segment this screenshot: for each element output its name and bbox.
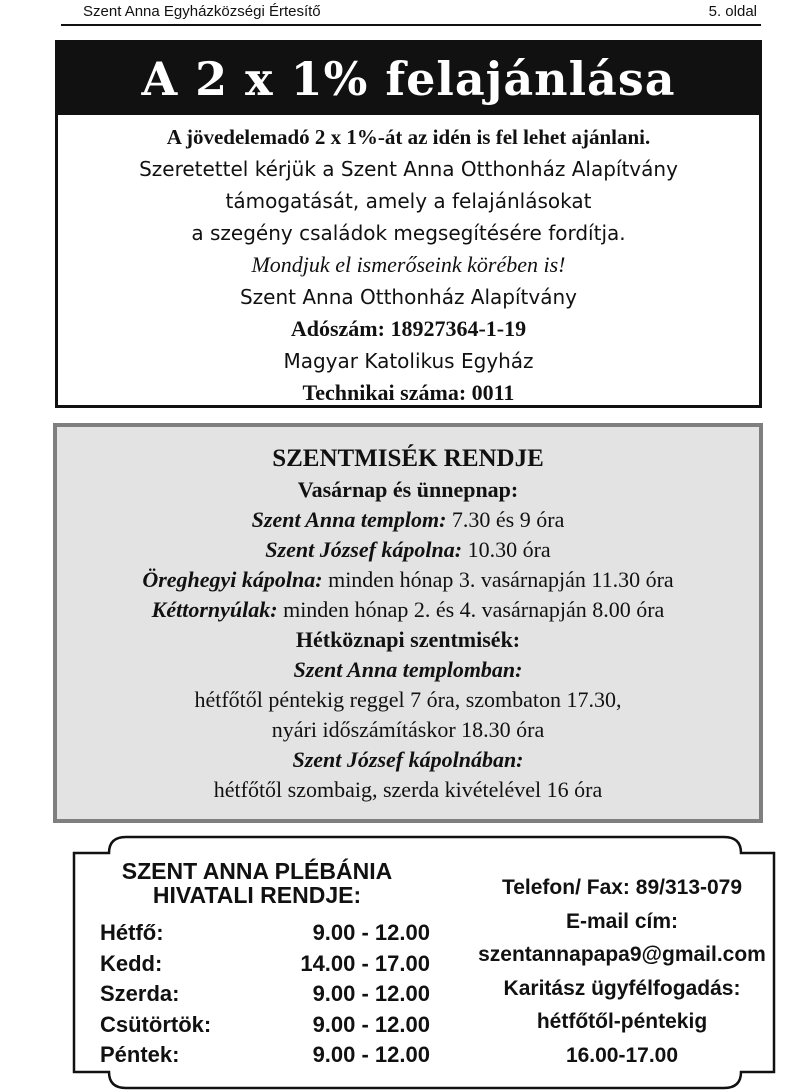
anna-church-heading: Szent Anna templomban: [293, 657, 523, 682]
foundation-name: Szent Anna Otthonház Alapítvány [239, 285, 577, 309]
office-time: 14.00 - 17.00 [300, 950, 430, 976]
email-label: E-mail cím: [565, 909, 679, 933]
office-time: 9.00 - 12.00 [312, 1042, 430, 1067]
donation-lead: A jövedelemadó 2 x 1%-át az idén is fel lehet ajánlani. [166, 125, 651, 149]
office-hours-row [100, 920, 430, 951]
caritas-label: Karitász ügyfélfogadás: [503, 976, 741, 1000]
sunday-mass-row [57, 535, 759, 565]
church-name: Magyar Katolikus Egyház [283, 349, 534, 373]
mass-place: Szent József kápolna: [265, 537, 463, 562]
jozsef-chapel-line: hétfőtől szombaig, szerda kivételével 16 óra [213, 777, 603, 802]
office-hours-row [100, 1012, 430, 1043]
contact-info [452, 871, 792, 1072]
office-hours-row [100, 1042, 430, 1073]
office-hours-row [100, 981, 430, 1012]
jozsef-chapel-heading: Szent József kápolnában: [292, 747, 524, 772]
office-hours-box [52, 833, 793, 1092]
donation-box [55, 40, 762, 408]
donation-italic: Mondjuk el ismerőseink körében is! [251, 252, 566, 277]
sunday-mass-row [57, 505, 759, 535]
caritas-days: hétfőtől-péntekig [536, 1010, 708, 1033]
office-day: Hétfő: [100, 920, 164, 945]
office-day: Kedd: [100, 950, 163, 976]
sunday-mass-row [57, 565, 759, 595]
mass-time: minden hónap 3. vasárnapján 11.30 óra [322, 567, 674, 592]
mass-place: Kéttornyúlak: [151, 597, 278, 622]
office-time: 9.00 - 12.00 [312, 1011, 430, 1037]
technical-number: Technikai száma: 0011 [302, 380, 515, 405]
mass-schedule-title: SZENTMISÉK RENDJE [272, 445, 544, 472]
weekday-heading: Hétköznapi szentmisék: [295, 627, 521, 652]
mass-place: Szent Anna templom: [251, 507, 447, 532]
mass-place: Öreghegyi kápolna: [142, 567, 323, 592]
page-number: 5. oldal [708, 3, 757, 20]
running-header [61, 0, 761, 26]
office-title-line1: SZENT ANNA PLÉBÁNIA [121, 858, 393, 884]
mass-schedule-box [53, 423, 763, 823]
email-address: szentannapapa9@gmail.com [478, 943, 766, 966]
office-title-line2: HIVATALI RENDJE: [152, 882, 362, 908]
donation-title: A 2 x 1% felajánlása [58, 43, 759, 115]
phone-fax: Telefon/ Fax: 89/313-079 [501, 876, 743, 899]
office-time: 9.00 - 12.00 [312, 981, 430, 1006]
donation-line: Szeretettel kérjük a Szent Anna Otthonház Alapítvány [139, 157, 678, 181]
office-day: Péntek: [100, 1042, 180, 1067]
anna-church-line: hétfőtől péntekig reggel 7 óra, szombaton 17.30, [194, 687, 622, 712]
caritas-hours: 16.00-17.00 [565, 1043, 679, 1067]
office-day: Szerda: [100, 981, 180, 1006]
mass-time: 7.30 és 9 óra [446, 507, 565, 532]
office-hours-table [100, 920, 430, 1073]
office-day: Csütörtök: [100, 1011, 212, 1037]
sunday-mass-row [57, 595, 759, 625]
anna-church-line: nyári időszámításkor 18.30 óra [271, 717, 545, 742]
office-hours-row [100, 951, 430, 982]
mass-time: minden hónap 2. és 4. vasárnapján 8.00 óra [277, 597, 665, 622]
sunday-heading: Vasárnap és ünnepnap: [297, 477, 519, 502]
publication-name: Szent Anna Egyházközségi Értesítő [83, 3, 321, 20]
donation-line: a szegény családok megsegítésére fordítja. [191, 221, 626, 245]
donation-line: támogatását, amely a felajánlásokat [225, 189, 592, 213]
mass-time: 10.30 óra [462, 537, 551, 562]
office-time: 9.00 - 12.00 [312, 920, 430, 945]
tax-number: Adószám: 18927364-1-19 [290, 316, 527, 341]
